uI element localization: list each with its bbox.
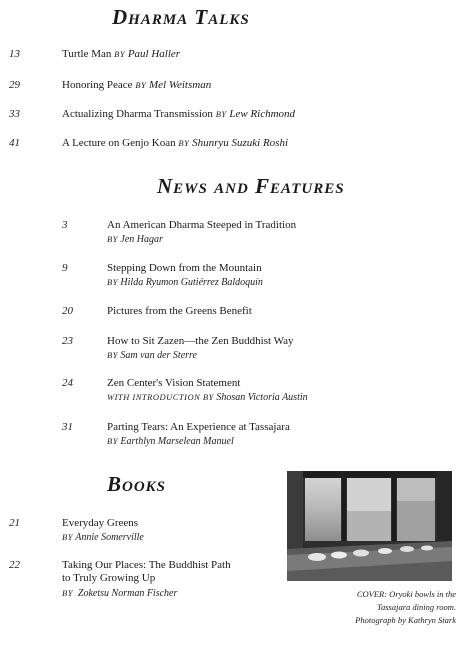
byline-prefix: BY (107, 436, 118, 446)
entry-title: Everyday Greens (62, 517, 139, 529)
toc-entry[interactable] (0, 219, 461, 247)
byline-prefix: BY (215, 109, 227, 119)
entry-title: Stepping Down from the Mountain (107, 262, 262, 274)
byline-prefix: BY (114, 49, 126, 59)
toc-entry[interactable] (0, 305, 461, 319)
entry-title: Taking Our Places: The Buddhist Path (62, 559, 231, 571)
entry-title: How to Sit Zazen—the Zen Buddhist Way (107, 335, 294, 347)
byline (107, 276, 263, 289)
byline-prefix: BY (178, 138, 190, 148)
author: Hilda Ryumon Gutiérrez Baldoquín (120, 277, 263, 288)
page-number: 21 (9, 517, 20, 529)
author: Lew Richmond (229, 108, 296, 120)
entry-title: Zen Center's Vision Statement (107, 377, 241, 389)
page-number: 33 (9, 108, 20, 120)
byline (62, 531, 144, 544)
toc-entry[interactable] (0, 262, 461, 290)
page-number: 29 (9, 79, 20, 91)
section-title-news-features: News and Features (157, 174, 345, 198)
entry-title: Turtle Man BY Paul Haller (62, 48, 181, 60)
byline-prefix: WITH INTRODUCTION BY (107, 392, 214, 402)
author: Paul Haller (127, 48, 181, 60)
author: Shosan Victoria Austin (216, 392, 308, 403)
author: Shunryu Suzuki Roshi (192, 137, 289, 149)
cover-photo-illustration (287, 471, 452, 581)
author: Sam van der Sterre (120, 350, 197, 361)
page-number: 31 (62, 421, 73, 433)
byline (107, 435, 234, 448)
page-number: 41 (9, 137, 20, 149)
author: Zoketsu Norman Fischer (77, 588, 178, 599)
entry-title: An American Dharma Steeped in Tradition (107, 219, 297, 231)
entry-title: Parting Tears: An Experience at Tassajara (107, 421, 290, 433)
entry-title: Actualizing Dharma Transmission BY Lew Richmond (62, 108, 296, 120)
byline (107, 391, 308, 404)
author: Annie Somerville (75, 532, 144, 543)
toc-entry[interactable] (0, 517, 280, 545)
byline-prefix: BY (135, 80, 147, 90)
byline-prefix: BY (107, 350, 118, 360)
toc-entry[interactable] (0, 421, 461, 449)
cover-caption-line: Photograph by Kathryn Stark (355, 615, 456, 625)
byline-prefix: BY (62, 532, 73, 542)
entry-title: A Lecture on Genjo Koan BY Shunryu Suzuki Roshi (62, 137, 289, 149)
toc-entry[interactable] (0, 48, 461, 62)
author: Jen Hagar (120, 234, 163, 245)
page-number: 9 (62, 262, 68, 274)
byline-prefix: BY (107, 234, 118, 244)
toc-entry[interactable] (0, 335, 461, 363)
page-number: 13 (9, 48, 20, 60)
entry-title: Pictures from the Greens Benefit (107, 305, 252, 317)
page-number: 24 (62, 377, 73, 389)
page-number: 3 (62, 219, 68, 231)
cover-caption-line: COVER: Oryoki bowls in the (356, 589, 456, 599)
page-number: 20 (62, 305, 73, 317)
entry-title-continued: to Truly Growing Up (62, 572, 156, 584)
toc-entry[interactable] (0, 137, 461, 151)
byline (107, 349, 197, 362)
section-title-books: Books (107, 472, 167, 496)
section-title-dharma-talks: Dharma Talks (112, 5, 250, 29)
cover-photo (287, 471, 452, 581)
page-number: 22 (9, 559, 20, 571)
page-number: 23 (62, 335, 73, 347)
cover-caption (284, 588, 456, 627)
byline-prefix: BY (107, 277, 118, 287)
entry-title: Honoring Peace BY Mel Weitsman (62, 79, 212, 91)
byline (62, 587, 177, 600)
byline (107, 233, 163, 246)
author: Mel Weitsman (148, 79, 212, 91)
cover-caption-line: Tassajara dining room. (377, 602, 456, 612)
author: Earthlyn Marselean Manuel (120, 436, 234, 447)
toc-entry[interactable] (0, 377, 461, 405)
toc-entry[interactable] (0, 108, 461, 122)
toc-entry[interactable] (0, 79, 461, 93)
byline-prefix: BY (62, 588, 73, 598)
toc-entry[interactable] (0, 559, 280, 601)
